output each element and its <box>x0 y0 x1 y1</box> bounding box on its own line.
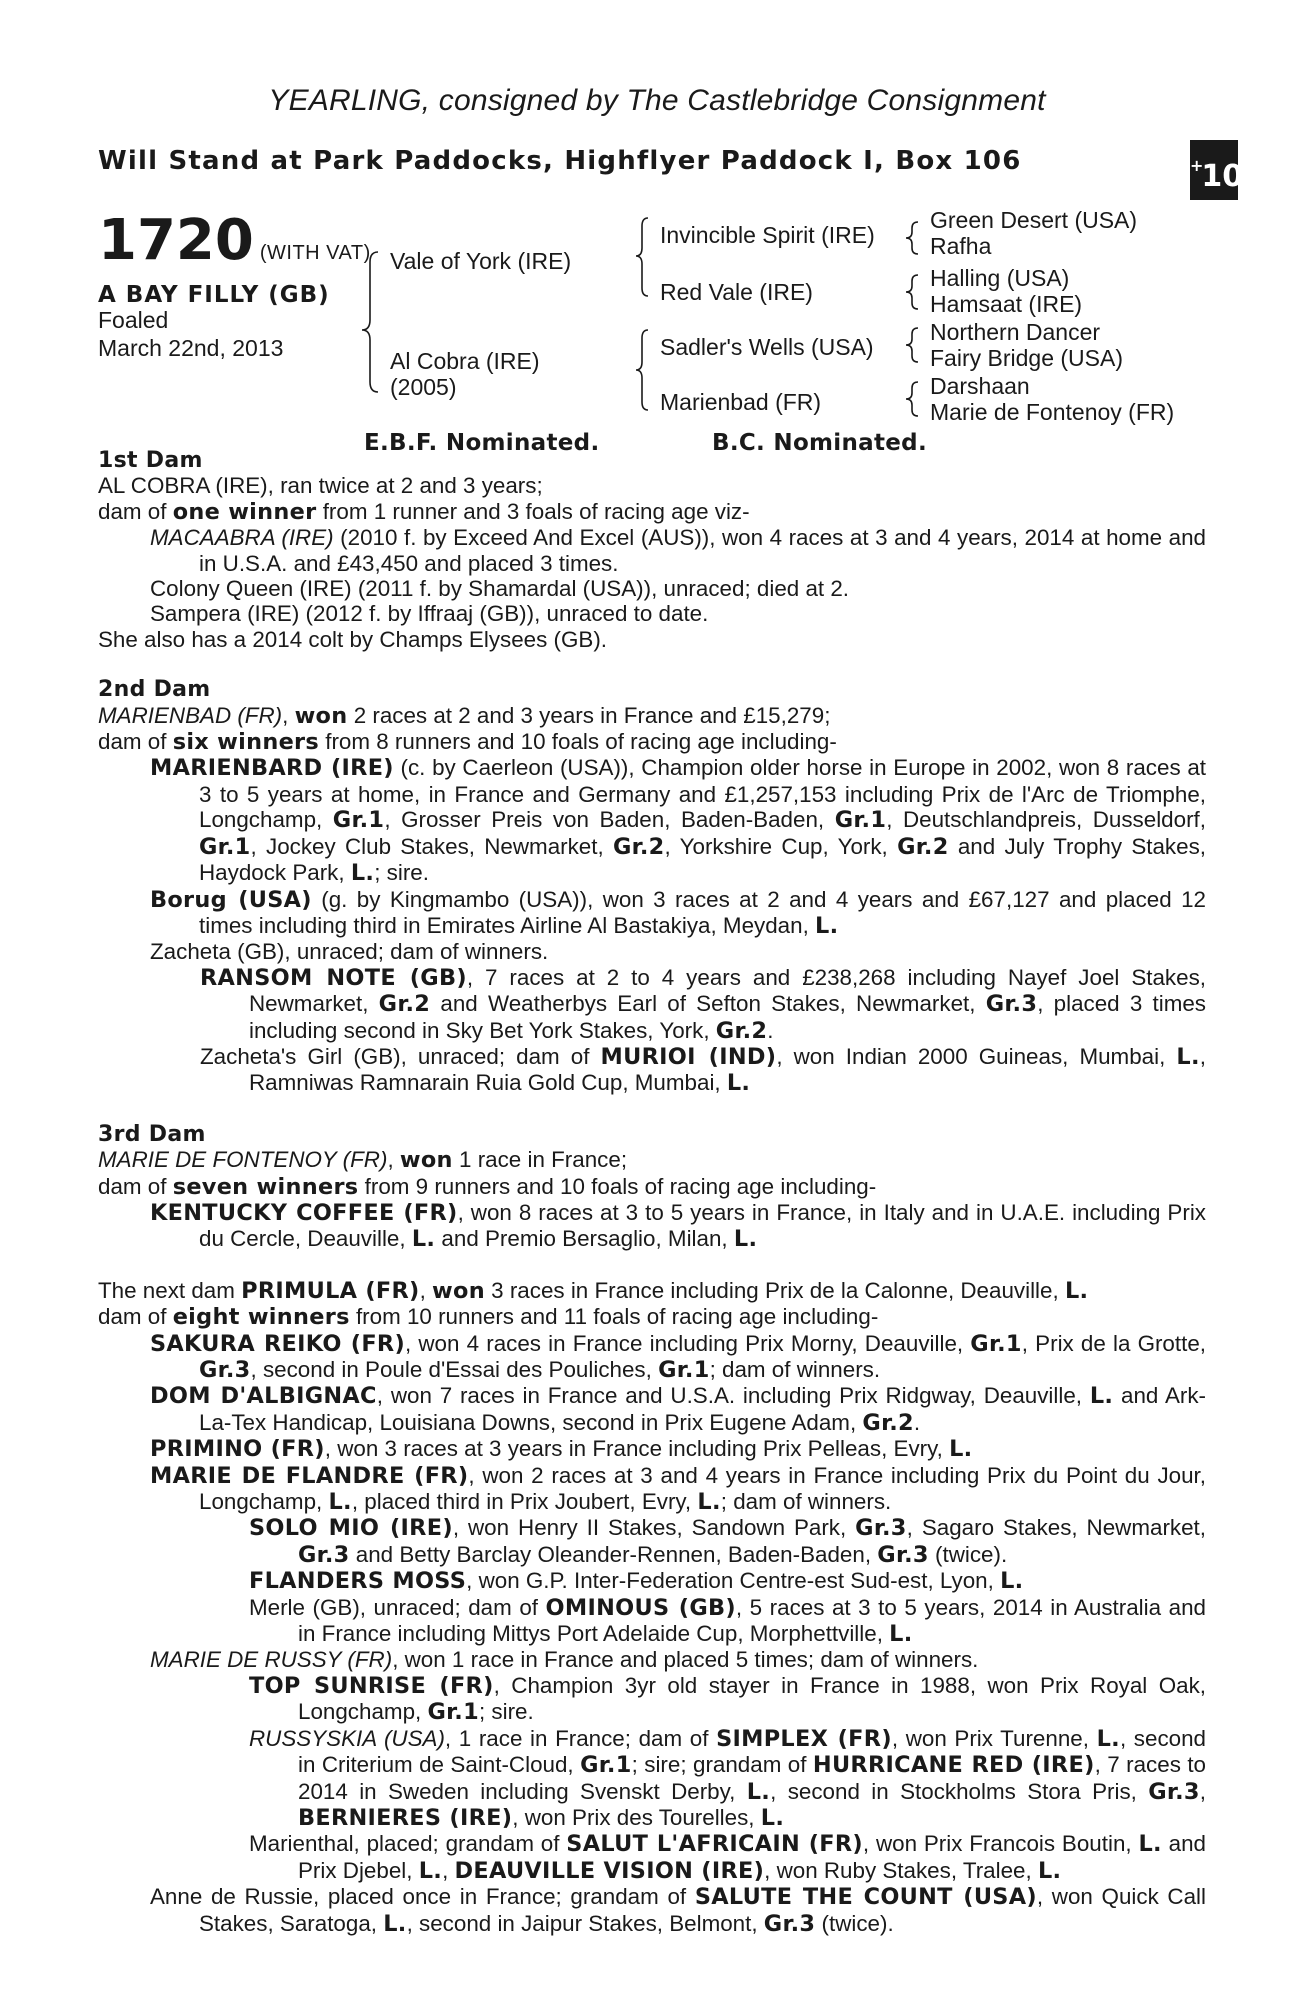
first-dam-heading: 1st Dam <box>98 448 203 473</box>
brace-ss <box>906 222 918 254</box>
pedigree-dam-dam: Marienbad (FR) <box>660 389 822 415</box>
produce-ransom-note: RANSOM NOTE (GB), 7 races at 2 to 4 years and £238,268 including Nayef Joel Stakes, Newmarket, Gr.2 and Weatherbys Earl of Sefton Stakes, Newmarket, Gr.3, placed 3 times including second in Sky Bet York Stakes, York, Gr.2. <box>200 964 1207 1044</box>
produce-marienthal: Marienthal, placed; grandam of SALUT L'AFRICAIN (FR), won Prix Francois Boutin, L. and Prix Djebel, L., DEAUVILLE VISION (IRE), won Ruby Stakes, Tralee, L. <box>249 1831 1207 1884</box>
produce-russyskia: RUSSYSKIA (USA), 1 race in France; dam of SIMPLEX (FR), won Prix Turenne, L., second in Criterium de Saint-Cloud, Gr.1; sire; grandam of HURRICANE RED (IRE), 7 races to 2014 in Sweden including Svenskt Derby, L., second in Stockholms Stora Pris, Gr.3, BERNIERES (IRE), won Prix des Tourelles, L. <box>249 1725 1207 1831</box>
produce-merle: Merle (GB), unraced; dam of OMINOUS (GB), 5 races at 3 to 5 years, 2014 in Australia and in France including Mittys Port Adelaide Cup, Morphettville, L. <box>249 1594 1206 1648</box>
second-dam-heading: 2nd Dam <box>98 677 211 703</box>
pedigree-dds: Darshaan <box>930 373 1030 399</box>
third-dam-heading: 3rd Dam <box>98 1121 206 1147</box>
third-dam-line: MARIE DE FONTENOY (FR), won 1 race in France; <box>98 1147 628 1174</box>
second-dam-line: MARIENBAD (FR), won 2 races at 2 and 3 years in France and £15,279; <box>98 702 831 729</box>
produce-anne-de-russie: Anne de Russie, placed once in France; grandam of SALUTE THE COUNT (USA), won Quick Call Stakes, Saratoga, L., second in Jaipur Stakes, Belmont, Gr.3 (twice). <box>150 1884 1207 1937</box>
produce-marie-de-flandre: MARIE DE FLANDRE (FR), won 2 races at 3 and 4 years in France including Prix du Point du Jour, Longchamp, L., placed third in Prix Joubert, Evry, L.; dam of winners. <box>150 1462 1206 1516</box>
catalogue-body <box>98 448 1206 1937</box>
second-dam-produce-line: dam of six winners from 8 runners and 10 foals of racing age including- <box>98 729 837 756</box>
brace-sire <box>636 218 648 296</box>
produce-sakura-reiko: SAKURA REIKO (FR), won 4 races in France including Prix Morny, Deauville, Gr.1, Prix de la Grotte, Gr.3, second in Poule d'Essai des Pouliches, Gr.1; dam of winners. <box>150 1330 1207 1383</box>
pedigree-sire-sire: Invincible Spirit (IRE) <box>660 222 875 248</box>
pedigree-dam: Al Cobra (IRE) <box>390 348 540 374</box>
produce-flanders-moss: FLANDERS MOSS, won G.P. Inter-Federation Centre-est Sud-est, Lyon, L. <box>249 1568 1024 1595</box>
produce-top-sunrise: TOP SUNRISE (FR), Champion 3yr old stayer in France in 1988, won Prix Royal Oak, Longchamp, Gr.1; sire. <box>249 1672 1207 1726</box>
pedigree-dsd: Fairy Bridge (USA) <box>930 345 1123 371</box>
badge-plus: + <box>1190 156 1204 175</box>
foaled-value: March 22nd, 2013 <box>98 335 284 361</box>
bc-nominated: B.C. Nominated. <box>712 430 927 456</box>
stand-location: Will Stand at Park Paddocks, Highflyer Paddock I, Box 106 <box>98 146 1022 176</box>
badge-number: 10 <box>1201 159 1244 194</box>
first-dam-produce-line: dam of one winner from 1 runner and 3 foals of racing age viz- <box>98 498 750 525</box>
ebf-nominated: E.B.F. Nominated. <box>364 430 600 456</box>
foaled-label: Foaled <box>98 307 169 333</box>
brace-main <box>362 252 378 392</box>
produce-dom-dalbignac: DOM D'ALBIGNAC, won 7 races in France and U.S.A. including Prix Ridgway, Deauville, L. and Ark-La-Tex Handicap, Louisiana Downs, second in Prix Eugene Adam, Gr.2. <box>150 1383 1206 1436</box>
pedigree-dam-sire: Sadler's Wells (USA) <box>660 334 874 360</box>
produce-colony-queen: Colony Queen (IRE) (2011 f. by Shamardal (USA)), unraced; died at 2. <box>150 576 850 602</box>
brace-ds <box>906 328 918 362</box>
pedigree-sdd: Hamsaat (IRE) <box>930 291 1083 317</box>
brace-sd <box>906 275 918 309</box>
first-dam-line: AL COBRA (IRE), ran twice at 2 and 3 years; <box>98 473 543 499</box>
pedigree-ssd: Rafha <box>930 233 992 259</box>
vat-note: (WITH VAT) <box>259 242 371 264</box>
produce-sampera: Sampera (IRE) (2012 f. by Iffraaj (GB)), unraced to date. <box>150 601 709 627</box>
produce-solo-mio: SOLO MIO (IRE), won Henry II Stakes, Sandown Park, Gr.3, Sagaro Stakes, Newmarket, Gr.3 and Betty Barclay Oleander-Rennen, Baden-Baden, Gr.3 (twice). <box>249 1515 1207 1568</box>
horse-description: A BAY FILLY (GB) <box>98 282 330 308</box>
brace-dd <box>906 382 918 416</box>
brace-dam <box>636 330 648 410</box>
pedigree-sss: Green Desert (USA) <box>930 207 1138 233</box>
produce-kentucky-coffee: KENTUCKY COFFEE (FR), won 8 races at 3 to 5 years in France, in Italy and in U.A.E. including Prix du Cercle, Deauville, L. and Premio Bersaglio, Milan, L. <box>150 1199 1206 1253</box>
pedigree-sds: Halling (USA) <box>930 265 1070 291</box>
pedigree-sire: Vale of York (IRE) <box>390 248 572 274</box>
produce-zachetas-girl: Zacheta's Girl (GB), unraced; dam of MURIOI (IND), won Indian 2000 Guineas, Mumbai, L., Ramniwas Ramnarain Ruia Gold Cup, Mumbai, L. <box>200 1043 1206 1097</box>
pedigree-dss: Northern Dancer <box>930 319 1101 345</box>
next-dam-produce-line: dam of eight winners from 10 runners and 11 foals of racing age including- <box>98 1304 879 1331</box>
lot-number-value: 1720 <box>98 208 254 273</box>
pedigree-ddd: Marie de Fontenoy (FR) <box>930 399 1175 425</box>
produce-zacheta: Zacheta (GB), unraced; dam of winners. <box>150 939 549 965</box>
produce-borug: Borug (USA) (g. by Kingmambo (USA)), won 3 races at 2 and 4 years and £67,127 and placed 12 times including third in Emirates Airline Al Bastakiya, Meydan, L. <box>150 886 1206 939</box>
first-dam-note: She also has a 2014 colt by Champs Elysees (GB). <box>98 626 608 652</box>
pedigree-dam-year: (2005) <box>390 374 457 400</box>
pedigree-sire-dam: Red Vale (IRE) <box>660 279 813 305</box>
produce-macaabra: MACAABRA (IRE) (2010 f. by Exceed And Excel (AUS)), won 4 races at 3 and 4 years, 2014 at home and in U.S.A. and £43,450 and placed 3 times. <box>150 525 1206 576</box>
consignor-subtitle: YEARLING, consigned by The Castlebridge Consignment <box>268 84 1046 117</box>
next-dam-line: The next dam PRIMULA (FR), won 3 races in France including Prix de la Calonne, Deauville, L. <box>98 1277 1089 1304</box>
third-dam-produce-line: dam of seven winners from 9 runners and 10 foals of racing age including- <box>98 1173 877 1200</box>
produce-marie-de-russy: MARIE DE RUSSY (FR), won 1 race in France and placed 5 times; dam of winners. <box>150 1647 979 1673</box>
produce-primino: PRIMINO (FR), won 3 races at 3 years in France including Prix Pelleas, Evry, L. <box>150 1436 973 1463</box>
produce-marienbard: MARIENBARD (IRE) (c. by Caerleon (USA)), Champion older horse in Europe in 2002, won 8 races at 3 to 5 years at home, in France and Germany and £1,257,153 including Prix de l'Arc de Triomphe, Longchamp, Gr.1, Grosser Preis von Baden, Baden-Baden, Gr.1, Deutschlandpreis, Dusseldorf, Gr.1, Jockey Club Stakes, Newmarket, Gr.2, Yorkshire Cup, York, Gr.2 and July Trophy Stakes, Haydock Park, L.; sire. <box>150 755 1206 887</box>
